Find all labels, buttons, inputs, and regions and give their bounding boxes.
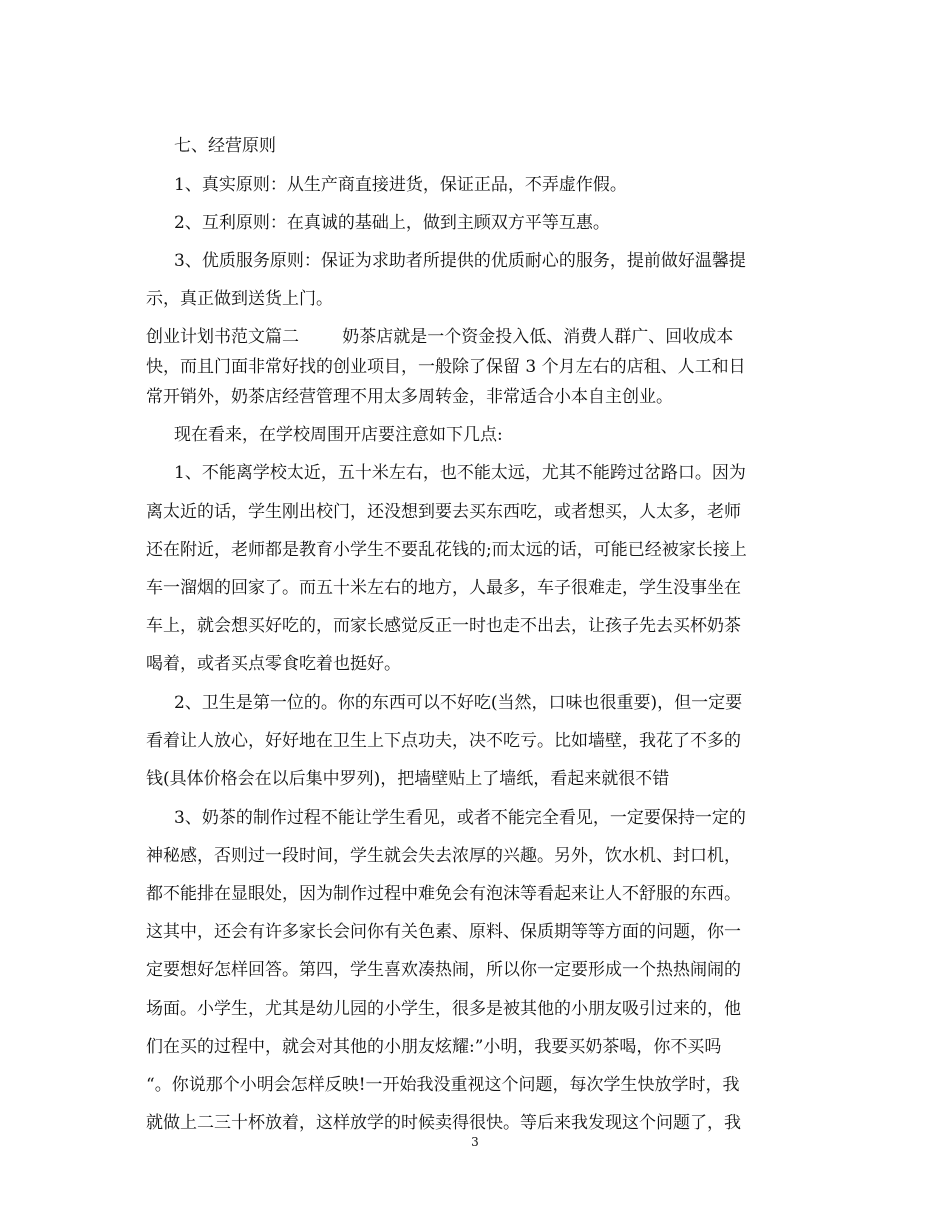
heading-operating-principles: 七、经营原则 xyxy=(174,136,276,156)
text-line: 1、不能离学校太近，五十米左右，也不能太远，尤其不能跨过岔路口。因为 xyxy=(174,463,746,483)
text-line: 车一溜烟的回家了。而五十米左右的地方，人最多，车子很难走，学生没事坐在 xyxy=(146,578,741,598)
text-line: 常开销外，奶茶店经营管理不用太多周转金，非常适合小本自主创业。 xyxy=(146,387,673,407)
text-line: 钱(具体价格会在以后集中罗列)，把墙壁贴上了墙纸，看起来就很不错 xyxy=(146,769,670,789)
text-line: 定要想好怎样回答。第四，学生喜欢凑热闹，所以你一定要形成一个热热闹闹的 xyxy=(146,960,741,980)
text-line: 车上，就会想买好吃的，而家长感觉反正一时也走不出去，让孩子先去买杯奶茶 xyxy=(146,616,741,636)
text-line: 场面。小学生，尤其是幼儿园的小学生，很多是被其他的小朋友吸引过来的，他 xyxy=(146,999,741,1019)
text-line: 就做上二三十杯放着，这样放学的时候卖得很快。等后来我发现这个问题了，我 xyxy=(146,1113,741,1133)
text-line: 都不能排在显眼处，因为制作过程中难免会有泡沫等看起来让人不舒服的东西。 xyxy=(146,884,741,904)
text-line: 2、互利原则：在真诚的基础上，做到主顾双方平等互惠。 xyxy=(174,213,610,233)
page-number: 3 xyxy=(471,1135,479,1149)
text-line: 们在买的过程中，就会对其他的小朋友炫耀:”小明，我要买奶茶喝，你不买吗 xyxy=(146,1037,722,1057)
section-title-line: 创业计划书范文篇二 奶茶店就是一个资金投入低、消费人群广、回收成本 xyxy=(146,327,734,347)
text-line: 这其中，还会有许多家长会问你有关色素、原料、保质期等等方面的问题，你一 xyxy=(146,922,741,942)
text-line: 3、优质服务原则：保证为求助者所提供的优质耐心的服务，提前做好温馨提 xyxy=(174,251,746,271)
text-line: 1、真实原则：从生产商直接进货，保证正品，不弄虚作假。 xyxy=(174,175,627,195)
text-line: 示，真正做到送货上门。 xyxy=(146,289,333,309)
text-line: 快，而且门面非常好找的创业项目，一般除了保留 3 个月左右的店租、人工和日 xyxy=(146,357,746,377)
text-line: 还在附近，老师都是教育小学生不要乱花钱的;而太远的话，可能已经被家长接上 xyxy=(146,540,747,560)
text-line: 离太近的话，学生刚出校门，还没想到要去买东西吃，或者想买，人太多，老师 xyxy=(146,502,741,522)
text-line: 喝着，或者买点零食吃着也挺好。 xyxy=(146,654,401,674)
text-line: 2、卫生是第一位的。你的东西可以不好吃(当然，口味也很重要)，但一定要 xyxy=(174,693,743,713)
text-line: 现在看来，在学校周围开店要注意如下几点: xyxy=(174,425,503,445)
text-line: 3、奶茶的制作过程不能让学生看见，或者不能完全看见，一定要保持一定的 xyxy=(174,808,746,828)
text-line: 看着让人放心，好好地在卫生上下点功夫，决不吃亏。比如墙壁，我花了不多的 xyxy=(146,731,741,751)
text-line: 神秘感，否则过一段时间，学生就会失去浓厚的兴趣。另外，饮水机、封口机， xyxy=(146,846,741,866)
text-line: “。你说那个小明会怎样反映!一开始我没重视这个问题，每次学生快放学时，我 xyxy=(146,1075,740,1095)
